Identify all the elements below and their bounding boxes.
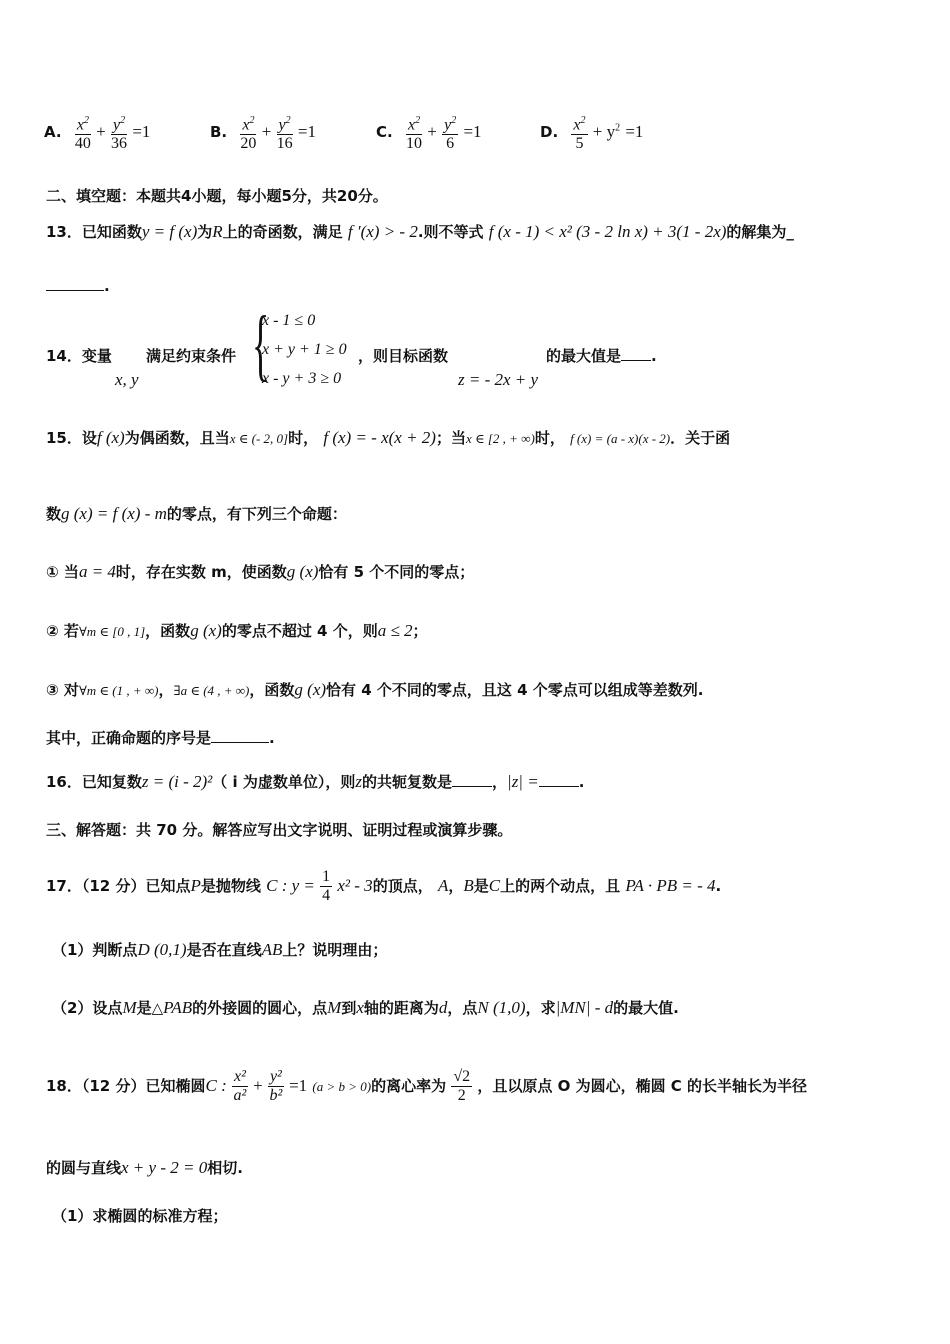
q17-part-1: （1）判断点D (0,1)是否在直线AB上？说明理由； bbox=[52, 940, 388, 959]
q14-brace: { bbox=[252, 301, 270, 389]
q15-statement-3: ③ 对∀m ∈ (1 , + ∞)，∃a ∈ (4 , + ∞)，函数g (x)恰有 4 个不同的零点，且这 4 个零点可以组成等差数列. bbox=[46, 680, 704, 699]
q14-vars: x, y bbox=[115, 370, 139, 389]
option-d: D. $\frac{x^2}{5}$ + $y^2 =1$ bbox=[540, 112, 643, 153]
q17-part-2: （2）设点M是△PAB的外接圆的圆心，点M到x轴的距离为d，点N (1,0)，求|MN| - d的最大值. bbox=[52, 998, 679, 1017]
option-a: A. $\frac{x^2}{40}$ + $\frac{y^2}{36}$ =1 bbox=[44, 112, 150, 153]
q15-statement-1: ① 当a = 4时，存在实数 m，使函数g (x)恰有 5 个不同的零点； bbox=[46, 562, 475, 581]
section-heading-fill-in: 二、填空题：本题共4小题，每小题5分，共20分。 bbox=[46, 187, 388, 205]
section-heading-answer: 三、解答题：共 70 分。解答应写出文字说明、证明过程或演算步骤。 bbox=[46, 821, 513, 839]
q15-statement-2: ② 若∀m ∈ [0 , 1]，函数g (x)的零点不超过 4 个，则a ≤ 2； bbox=[46, 621, 428, 640]
option-c: C. $\frac{x^2}{10}$ + $\frac{y^2}{6}$ =1 bbox=[376, 112, 482, 153]
question-13: 13．已知函数y = f (x)为R上的奇函数，满足 f ′(x) > - 2.则不等式 f (x - 1) < x² (3 - 2 ln x) + 3(1 - 2x)的解集为_ bbox=[46, 222, 794, 241]
question-13-blank: . bbox=[46, 276, 110, 296]
question-18: 18．（12 分）已知椭圆C : $\frac{\text{x²}}{\text{a²}}$ + $\frac{\text{y²}}{\text{b²}}$ =1 (a > b > 0)的离心率为 $\frac{√2}{2}$ ，且以原点 O 为圆心，椭圆 C 的长半轴长为半径 bbox=[46, 1068, 808, 1104]
option-b: B. $\frac{x^2}{20}$ + $\frac{y^2}{16}$ =1 bbox=[210, 112, 316, 153]
q14-text3: 的最大值是 . bbox=[546, 347, 657, 365]
q14-text2: ，则目标函数 bbox=[358, 347, 449, 365]
question-14: 14．变量 bbox=[46, 347, 112, 365]
question-18-line2: 的圆与直线x + y - 2 = 0相切. bbox=[46, 1158, 243, 1177]
question-15-line2: 数g (x) = f (x) - m的零点，有下列三个命题： bbox=[46, 504, 347, 523]
q14-objective: z = - 2x + y bbox=[458, 370, 539, 389]
q15-answer-line: 其中，正确命题的序号是 . bbox=[46, 729, 275, 747]
question-15: 15．设f (x)为偶函数，且当x ∈ (- 2, 0]时， f (x) = - x(x + 2)；当x ∈ [2 , + ∞)时， f (x) = (a - x)(x - 2)．关于函 bbox=[46, 428, 731, 447]
question-17: 17．（12 分）已知点P是抛物线 C : y = $\frac{1}{4}$ x² - 3的顶点， A，B是C上的两个动点，且 PA · PB = - 4. bbox=[46, 868, 722, 904]
q14-text1: 满足约束条件 bbox=[146, 347, 237, 365]
q14-constraints: x - 1 ≤ 0 x + y + 1 ≥ 0 x - y + 3 ≥ 0 bbox=[262, 312, 347, 387]
q18-part-1: （1）求椭圆的标准方程； bbox=[52, 1207, 228, 1225]
question-16: 16．已知复数z = (i - 2)²（ i 为虚数单位），则z的共轭复数是 ，|z| = . bbox=[46, 772, 585, 791]
